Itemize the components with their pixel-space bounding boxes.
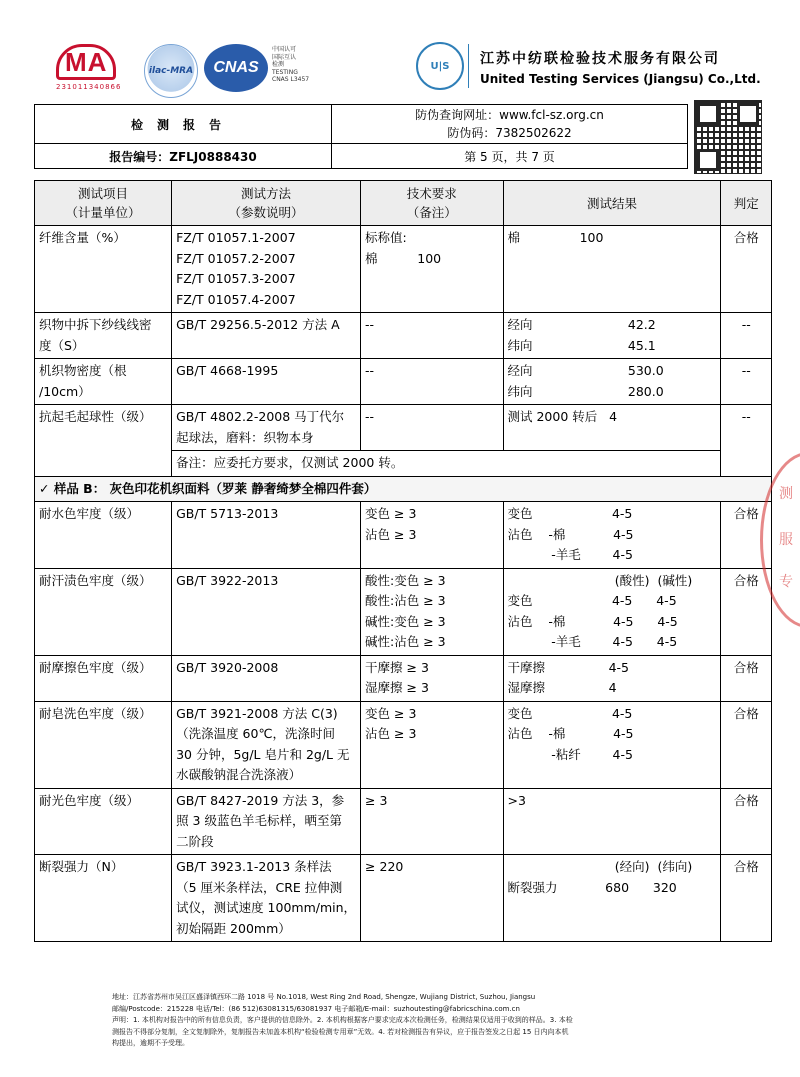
cell-judgement: 合格: [721, 655, 772, 701]
cell-line: GB/T 4668-1995: [176, 363, 279, 378]
stamp-char: 测: [779, 486, 793, 502]
cell-line: 湿摩擦 ≥ 3: [365, 680, 429, 695]
col-header-method: [172, 181, 361, 226]
cell-line: （洗涤温度 60℃，洗涤时间: [176, 726, 335, 741]
cell-line: 酸性:沾色 ≥ 3: [365, 593, 446, 608]
cell-requirement: [361, 359, 503, 405]
table-row: [35, 313, 772, 359]
cell-line: 断裂强力 680 320: [507, 879, 677, 895]
anti-fake-code: 防伪码：7382502622: [447, 126, 572, 140]
footer-line: 构提出，逾期不予受理。: [112, 1039, 189, 1047]
sample-row: [35, 476, 772, 502]
cell-judgement: 合格: [721, 568, 772, 655]
cma-mark: MA: [56, 44, 116, 80]
sample-b-label: ✓ 样品 B： 灰色印花机织面料（罗莱 静奢绮梦全棉四件套）: [35, 476, 772, 502]
anti-fake-info: [332, 105, 688, 144]
table-row: [35, 788, 772, 855]
cell-requirement: [361, 855, 503, 942]
cell-line: GB/T 4802.2-2008 马丁代尔: [176, 409, 345, 424]
cell-judgement: --: [721, 359, 772, 405]
cell-item: [35, 405, 172, 477]
cell-method: [172, 701, 361, 788]
cell-requirement: [361, 788, 503, 855]
cell-line: FZ/T 01057.3-2007: [176, 271, 296, 286]
table-row: [35, 855, 772, 942]
cell-line: 变色 ≥ 3: [365, 506, 417, 521]
cell-line: （5 厘米条样法，CRE 拉伸测: [176, 879, 343, 895]
table-body: [35, 226, 772, 942]
cell-line: /10cm）: [39, 383, 91, 399]
cell-line: 经向 530.0: [507, 363, 664, 378]
cell-line: GB/T 5713-2013: [176, 506, 279, 521]
uts-logo-text: U|S: [430, 60, 450, 72]
cell-line: ≥ 3: [365, 792, 388, 808]
cell-judgement: --: [721, 313, 772, 359]
stamp-char: 服: [779, 532, 793, 548]
cell-item: [35, 359, 172, 405]
cell-line: 碱性:沾色 ≥ 3: [365, 634, 446, 649]
cell-judgement: --: [721, 405, 772, 477]
report-number: 报告编号：ZFLJ0888430: [35, 144, 332, 169]
table-row: [35, 405, 772, 451]
cnas-caption: [272, 46, 332, 84]
cell-result: [503, 788, 721, 855]
cell-line: GB/T 3921-2008 方法 C(3): [176, 705, 338, 721]
header-line: （计量单位）: [65, 205, 141, 220]
cell-result: [503, 655, 721, 701]
cell-line: 标称值:: [365, 230, 407, 245]
header-line: 测试结果: [586, 195, 637, 211]
cell-result: [503, 502, 721, 569]
cell-line: 纬向 280.0: [507, 383, 664, 399]
cell-requirement: [361, 568, 503, 655]
header-line: 测试方法: [241, 186, 292, 201]
cell-line: 度（S）: [39, 337, 85, 353]
cell-line: 纤维含量（%）: [39, 230, 126, 245]
header-line: （参数说明）: [228, 205, 304, 220]
cell-method: [172, 502, 361, 569]
cell-requirement: [361, 502, 503, 569]
cell-line: 起球法，磨料：织物本身: [176, 429, 314, 445]
cell-method: [172, 313, 361, 359]
table-row: [35, 568, 772, 655]
cell-method: [172, 568, 361, 655]
cnas-caption-line: 中国认可: [272, 46, 297, 53]
col-header-judgement: [721, 181, 772, 226]
stamp-char: 专: [779, 574, 793, 590]
col-header-item: [35, 181, 172, 226]
cell-requirement: [361, 226, 503, 313]
cell-item: [35, 701, 172, 788]
cell-line: 棉 100: [507, 230, 604, 245]
cell-line: 沾色 ≥ 3: [365, 526, 417, 542]
company-name-en: United Testing Services (Jiangsu) Co.,Ltd.: [480, 72, 761, 86]
cell-line: 棉 100: [365, 250, 442, 266]
cell-result: [503, 855, 721, 942]
header-line: 判定: [733, 195, 759, 211]
cell-judgement: 合格: [721, 502, 772, 569]
cell-judgement: 合格: [721, 788, 772, 855]
cell-line: 变色 ≥ 3: [365, 705, 417, 721]
cell-line: 干摩擦 ≥ 3: [365, 659, 429, 675]
cell-method: [172, 359, 361, 405]
qr-corner: [697, 149, 719, 171]
table-row: [35, 502, 772, 569]
cma-logo: [56, 44, 134, 96]
cell-result: [503, 313, 721, 359]
cell-requirement: [361, 655, 503, 701]
cell-line: 酸性:变色 ≥ 3: [365, 572, 446, 588]
cell-line: 水碳酸钠混合洗涤液）: [176, 767, 302, 782]
cnas-caption-line: CNAS L3457: [272, 76, 310, 83]
logo-divider: [468, 44, 469, 88]
table-row: [35, 359, 772, 405]
cell-result: [503, 568, 721, 655]
table-row: [35, 226, 772, 313]
table-row: [35, 655, 772, 701]
cell-line: ≥ 220: [365, 859, 404, 874]
cell-line: 干摩擦 4-5: [507, 659, 629, 675]
cell-item: [35, 226, 172, 313]
cma-number: 231011340866: [56, 83, 122, 91]
cell-item: [35, 855, 172, 942]
company-name-cn: 江苏中纺联检验技术服务有限公司: [480, 51, 720, 67]
cell-requirement: [361, 405, 503, 451]
cnas-logo-text: CNAS: [213, 59, 259, 76]
col-header-requirement: [361, 181, 503, 226]
cell-line: 织物中拆下纱线线密: [39, 317, 152, 332]
footer-line: 声明：1. 本机构对报告中的所有信息负责，客户提供的信息除外。2. 本机构根据客户要求完成本次检测任务，检测结果仅适用于收到的样品。3. 本检: [112, 1016, 573, 1024]
cell-line: 耐皂洗色牢度（级）: [39, 705, 152, 721]
cell-line: GB/T 8427-2019 方法 3，参: [176, 792, 345, 808]
cell-method: [172, 405, 361, 451]
cnas-caption-line: TESTING: [272, 68, 298, 76]
cnas-caption-line: 国际互认: [272, 53, 297, 61]
cell-line: GB/T 29256.5-2012 方法 A: [176, 317, 340, 332]
cell-line: 测试 2000 转后 4: [507, 409, 618, 424]
table-header-row: [35, 181, 772, 226]
header-line: （备注）: [406, 205, 457, 220]
cell-method: [172, 855, 361, 942]
cell-method: [172, 226, 361, 313]
cell-line: FZ/T 01057.2-2007: [176, 250, 296, 266]
cell-line: 沾色 -棉 4-5 4-5: [507, 613, 678, 629]
cell-line: 试仪，测试速度 100mm/min，: [176, 900, 357, 915]
cell-item: [35, 568, 172, 655]
cell-judgement: 合格: [721, 855, 772, 942]
footer-line: 测报告不得部分复制，全文复制除外，复制报告未加盖本机构“检验检测专用章”无效。4. 若对检测报告有异议，应于报告签发之日起 15 日内向本机: [112, 1027, 569, 1036]
cell-line: 耐汗渍色牢度（级）: [39, 572, 152, 588]
cell-line: FZ/T 01057.1-2007: [176, 230, 296, 245]
cell-method: [172, 788, 361, 855]
cell-judgement: 合格: [721, 226, 772, 313]
cell-line: (酸性) (碱性): [507, 572, 693, 588]
cell-line: 碱性:变色 ≥ 3: [365, 613, 446, 629]
cell-line: GB/T 3922-2013: [176, 572, 279, 588]
cell-line: -羊毛 4-5: [507, 547, 633, 562]
ilac-mra-text: ilac-MRA: [148, 66, 194, 76]
cell-result: [503, 405, 721, 451]
cell-line: 耐水色牢度（级）: [39, 506, 140, 521]
cell-line: >3: [507, 792, 526, 808]
ilac-mra-logo: [144, 44, 198, 98]
footer-line: 邮编/Postcode：215228 电话/Tel：(86 512)63081315/63081937 电子邮箱/E-mail：suzhoutesting@fabricschina.com.cn: [112, 1004, 520, 1013]
cell-line: FZ/T 01057.4-2007: [176, 291, 296, 307]
cell-line: GB/T 3923.1-2013 条样法: [176, 859, 332, 874]
cell-line: 初始隔距 200mm）: [176, 920, 291, 936]
cell-requirement: [361, 701, 503, 788]
cell-judgement: 合格: [721, 701, 772, 788]
cell-item: [35, 788, 172, 855]
report-header: [34, 104, 688, 169]
cell-line: 断裂强力（N）: [39, 859, 124, 874]
cnas-logo: [204, 44, 268, 92]
footer-line: 地址：江苏省苏州市吴江区盛泽镇西环二路 1018 号 No.1018, West Ring 2nd Road, Shengze, Wujiang District, Suzhou, Jiangsu: [112, 993, 536, 1001]
cell-item: [35, 655, 172, 701]
cell-line: -羊毛 4-5 4-5: [507, 634, 678, 649]
cell-requirement: [361, 313, 503, 359]
cell-line: 二阶段: [176, 833, 214, 849]
cell-line: 抗起毛起球性（级）: [39, 409, 152, 424]
header-line: 技术要求: [406, 186, 457, 201]
cell-line: 变色 4-5: [507, 506, 633, 521]
cell-line: -粘纤 4-5: [507, 746, 633, 762]
cell-note: 备注：应委托方要求，仅测试 2000 转。: [172, 451, 721, 477]
cell-method: [172, 655, 361, 701]
cell-line: 机织物密度（根: [39, 363, 127, 378]
cell-item: [35, 313, 172, 359]
page-info: 第 5 页，共 7 页: [332, 144, 688, 169]
cell-line: --: [365, 409, 375, 424]
report-title: 检测报告: [35, 105, 332, 144]
uts-logo: [416, 42, 464, 90]
cell-result: [503, 226, 721, 313]
table-row: [35, 701, 772, 788]
cnas-caption-line: 检测: [272, 61, 285, 68]
qr-code: [694, 100, 762, 174]
cell-line: 经向 42.2: [507, 317, 656, 332]
cell-line: 照 3 级蓝色羊毛标样，晒至第: [176, 813, 342, 828]
report-footer: [112, 992, 692, 1050]
col-header-result: [503, 181, 721, 226]
cell-line: 变色 4-5: [507, 705, 633, 721]
cell-result: [503, 359, 721, 405]
cell-result: [503, 701, 721, 788]
cell-line: GB/T 3920-2008: [176, 659, 279, 675]
cell-item: [35, 502, 172, 569]
test-results-table: [34, 180, 772, 942]
cell-line: 耐光色牢度（级）: [39, 792, 140, 808]
cell-line: 沾色 ≥ 3: [365, 726, 417, 741]
cell-line: 30 分钟，5g/L 皂片和 2g/L 无: [176, 746, 350, 762]
cell-line: 耐摩擦色牢度（级）: [39, 659, 152, 675]
cell-line: --: [365, 317, 375, 332]
cell-line: 变色 4-5 4-5: [507, 593, 677, 608]
header-line: 测试项目: [78, 186, 129, 201]
cell-line: 沾色 -棉 4-5: [507, 526, 634, 542]
cell-line: 纬向 45.1: [507, 337, 656, 353]
cell-line: --: [365, 363, 375, 378]
cell-line: (经向) (纬向): [507, 859, 693, 874]
anti-fake-site: 防伪查询网址：www.fcl-sz.org.cn: [415, 108, 604, 122]
cell-line: 沾色 -棉 4-5: [507, 726, 634, 741]
cell-line: 湿摩擦 4: [507, 680, 617, 695]
